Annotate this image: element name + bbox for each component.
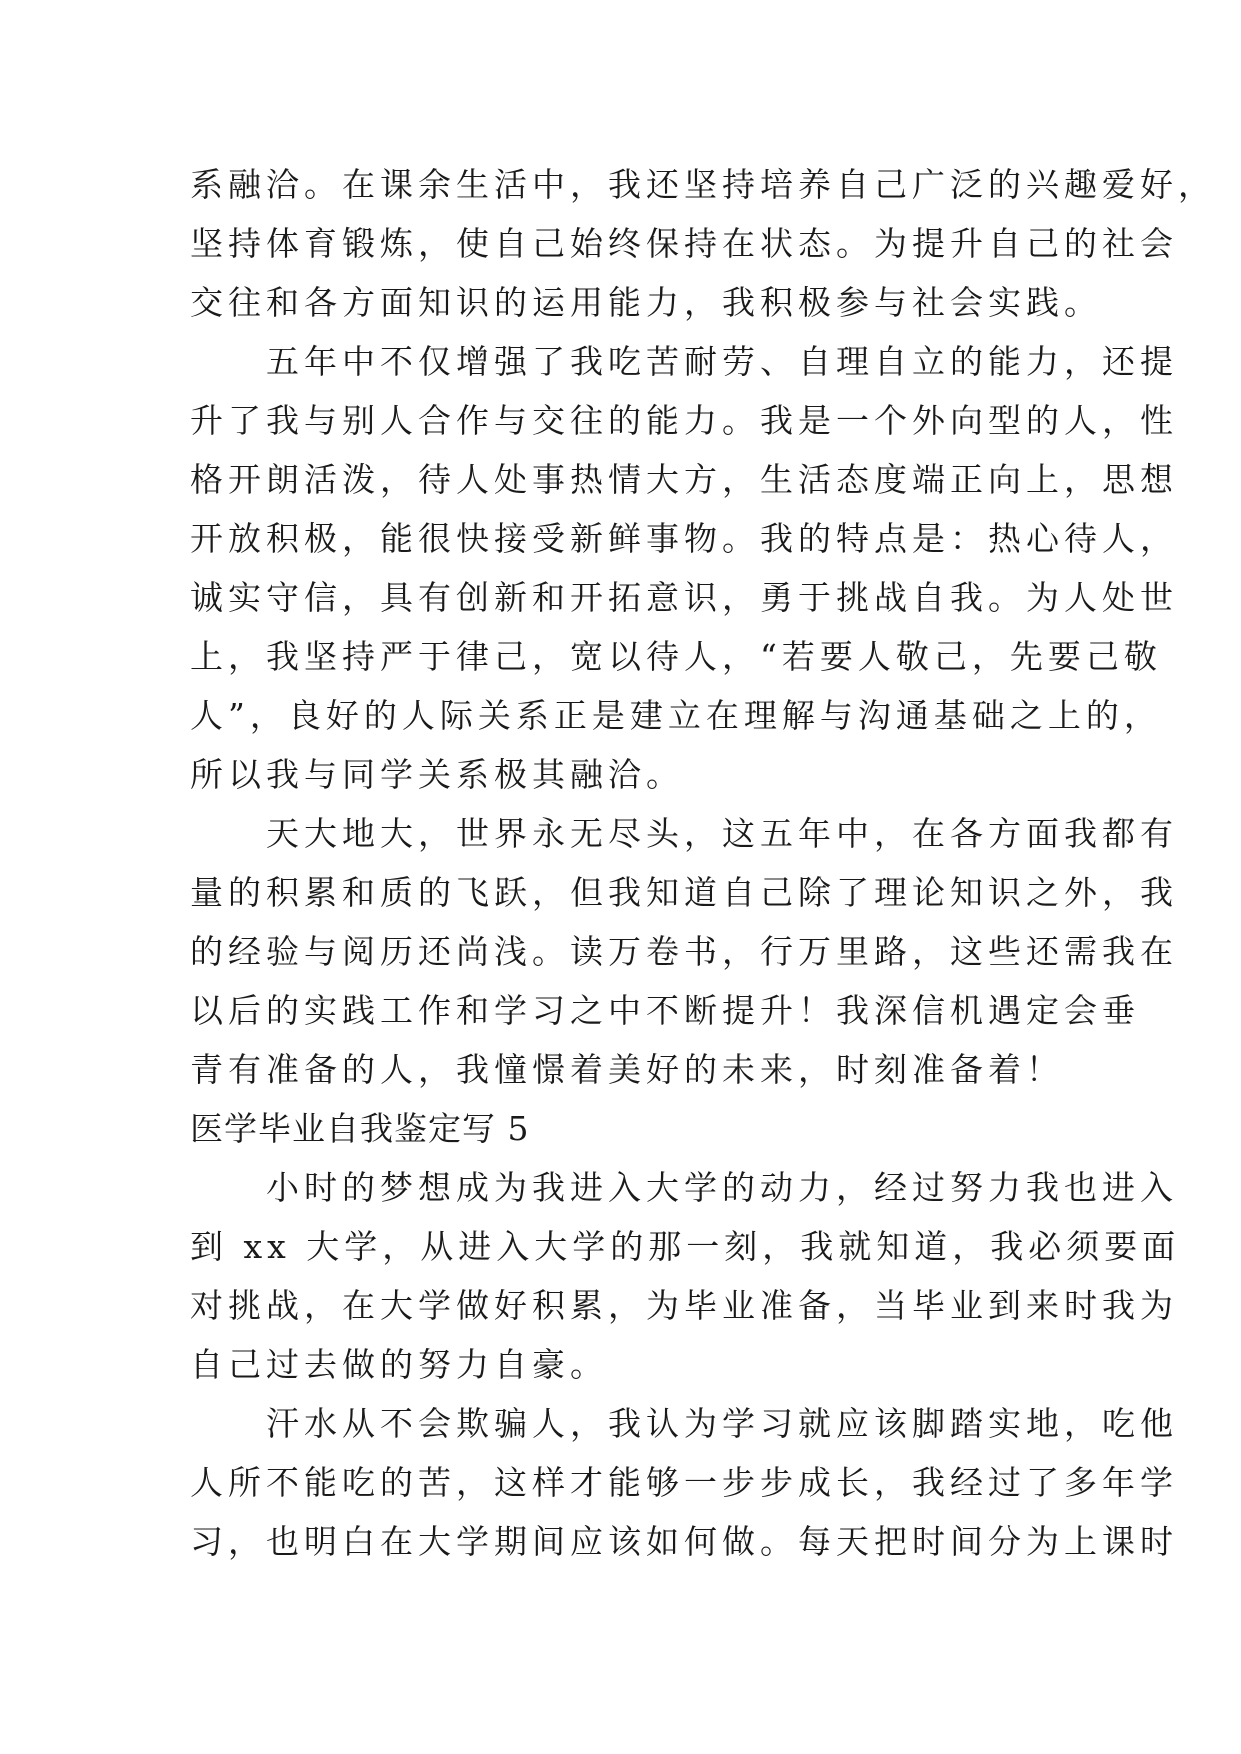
text-line: 习，也明白在大学期间应该如何做。每天把时间分为上课时 [190,1522,1178,1561]
section-heading: 医学毕业自我鉴定写 5 [190,1109,530,1148]
text-line: 坚持体育锻炼，使自己始终保持在状态。为提升自己的社会 [190,224,1178,263]
text-line: 五年中不仅增强了我吃苦耐劳、自理自立的能力，还提 [190,342,1178,381]
text-line: 量的积累和质的飞跃，但我知道自己除了理论知识之外，我 [190,873,1178,912]
text-line: 诚实守信，具有创新和开拓意识，勇于挑战自我。为人处世 [190,578,1178,617]
text-line: 自己过去做的努力自豪。 [190,1345,608,1384]
document-page [190,155,1216,1571]
text-line: 到 xx 大学，从进入大学的那一刻，我就知道，我必须要面 [190,1227,1181,1266]
text-line: 以后的实践工作和学习之中不断提升！我深信机遇定会垂 [190,991,1140,1030]
text-line: 所以我与同学关系极其融洽。 [190,755,684,794]
text-line: 系融洽。在课余生活中，我还坚持培养自己广泛的兴趣爱好， [190,165,1216,204]
text-line: 开放积极，能很快接受新鲜事物。我的特点是：热心待人， [190,519,1178,558]
text-line: 格开朗活泼，待人处事热情大方，生活态度端正向上，思想 [190,460,1178,499]
text-line: 交往和各方面知识的运用能力，我积极参与社会实践。 [190,283,1102,322]
text-line: 人”，良好的人际关系正是建立在理解与沟通基础之上的， [190,696,1162,735]
text-line: 小时的梦想成为我进入大学的动力，经过努力我也进入 [190,1168,1178,1207]
text-line: 升了我与别人合作与交往的能力。我是一个外向型的人，性 [190,401,1178,440]
text-line: 天大地大，世界永无尽头，这五年中，在各方面我都有 [190,814,1178,853]
text-line: 对挑战，在大学做好积累，为毕业准备，当毕业到来时我为 [190,1286,1178,1325]
text-line: 上，我坚持严于律己，宽以待人，“若要人敬己，先要己敬 [190,637,1162,676]
text-line: 青有准备的人，我憧憬着美好的未来，时刻准备着！ [190,1050,1064,1089]
text-line: 汗水从不会欺骗人，我认为学习就应该脚踏实地，吃他 [190,1404,1178,1443]
text-line: 人所不能吃的苦，这样才能够一步步成长，我经过了多年学 [190,1463,1178,1502]
text-line: 的经验与阅历还尚浅。读万卷书，行万里路，这些还需我在 [190,932,1178,971]
